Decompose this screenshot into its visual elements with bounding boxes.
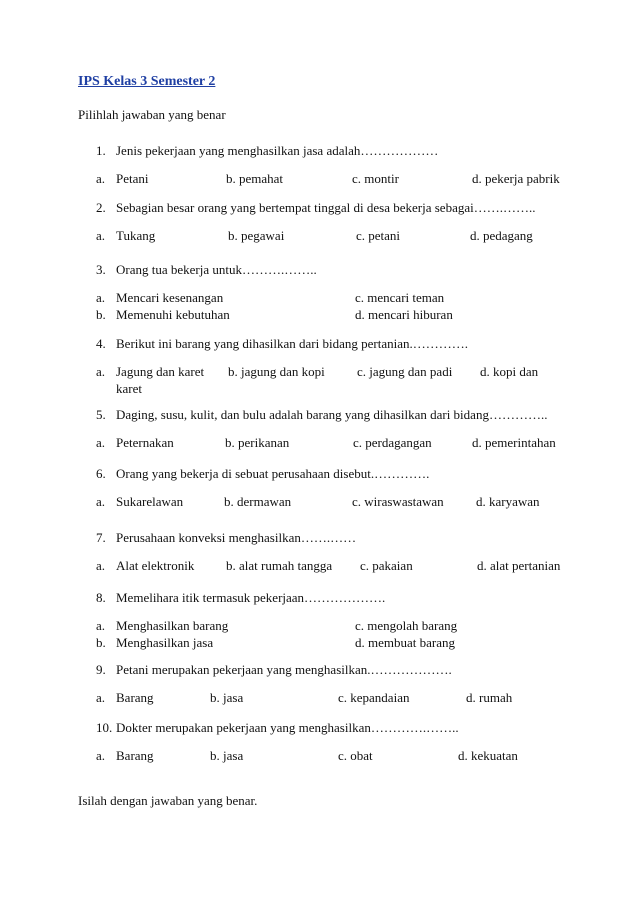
question-number: 6. [96, 466, 106, 481]
option-text: Barang [116, 748, 154, 763]
option-letter: a. [96, 435, 106, 450]
question-text: Perusahaan konveksi menghasilkan…….…… [116, 530, 357, 545]
option-text: Mencari kesenangan [116, 290, 224, 305]
option-text: d. kekuatan [458, 748, 518, 763]
option-text: d. pemerintahan [472, 435, 556, 450]
option-text: c. mengolah barang [355, 618, 458, 633]
question-text: Sebagian besar orang yang bertempat tinggal di desa bekerja sebagai…….…….. [116, 200, 536, 215]
option-text: Alat elektronik [116, 558, 195, 573]
option-text: b. jagung dan kopi [228, 364, 325, 379]
option-letter: a. [96, 690, 106, 705]
instruction-text: Pilihlah jawaban yang benar [78, 107, 226, 122]
option-text: Menghasilkan barang [116, 618, 229, 633]
question-text: Orang tua bekerja untuk……….…….. [116, 262, 317, 277]
option-text: c. pakaian [360, 558, 413, 573]
option-text: d. pedagang [470, 228, 533, 243]
option-text: Petani [116, 171, 149, 186]
option-text: Tukang [116, 228, 156, 243]
question-number: 2. [96, 200, 106, 215]
option-text: d. karyawan [476, 494, 540, 509]
question-text: Jenis pekerjaan yang menghasilkan jasa adalah……………… [116, 143, 439, 158]
option-letter: a. [96, 558, 106, 573]
question-text: Orang yang bekerja di sebuat perusahaan disebut.…………. [116, 466, 430, 481]
option-letter: a. [96, 494, 106, 509]
option-text: d. mencari hiburan [355, 307, 453, 322]
option-text: Barang [116, 690, 154, 705]
option-text: Sukarelawan [116, 494, 184, 509]
question-number: 10. [96, 720, 113, 735]
option-text: c. kepandaian [338, 690, 410, 705]
option-text: Memenuhi kebutuhan [116, 307, 230, 322]
option-text: b. dermawan [224, 494, 292, 509]
option-text: c. petani [356, 228, 401, 243]
option-text: Menghasilkan jasa [116, 635, 214, 650]
option-text: b. jasa [210, 748, 244, 763]
option-letter: a. [96, 618, 106, 633]
option-text: Jagung dan karet [116, 364, 205, 379]
option-text: d. kopi dan [480, 364, 539, 379]
option-text: c. wiraswastawan [352, 494, 444, 509]
option-letter: b. [96, 635, 106, 650]
essay-instruction: Isilah dengan jawaban yang benar. [78, 793, 258, 808]
option-text: c. perdagangan [353, 435, 432, 450]
page-title: IPS Kelas 3 Semester 2 [78, 74, 216, 89]
option-letter: a. [96, 748, 106, 763]
option-text: b. pemahat [226, 171, 284, 186]
question-number: 8. [96, 590, 106, 605]
question-text: Memelihara itik termasuk pekerjaan………………. [116, 590, 386, 605]
question-number: 9. [96, 662, 106, 677]
option-letter: a. [96, 364, 106, 379]
question-text: Berikut ini barang yang dihasilkan dari bidang pertanian.…………. [116, 336, 468, 351]
option-letter: a. [96, 228, 106, 243]
option-text: d. pekerja pabrik [472, 171, 560, 186]
question-text: Daging, susu, kulit, dan bulu adalah barang yang dihasilkan dari bidang………….. [116, 407, 548, 422]
option-text: Peternakan [116, 435, 174, 450]
option-letter: b. [96, 307, 106, 322]
question-number: 3. [96, 262, 106, 277]
option-text: b. alat rumah tangga [226, 558, 333, 573]
question-text: Petani merupakan pekerjaan yang menghasilkan.………………. [116, 662, 452, 677]
question-number: 1. [96, 143, 106, 158]
option-text: karet [116, 381, 142, 396]
option-letter: a. [96, 290, 106, 305]
question-number: 7. [96, 530, 106, 545]
option-text: b. jasa [210, 690, 244, 705]
option-text: c. mencari teman [355, 290, 445, 305]
question-text: Dokter merupakan pekerjaan yang menghasilkan………….…….. [116, 720, 459, 735]
option-letter: a. [96, 171, 106, 186]
option-text: b. pegawai [228, 228, 285, 243]
question-number: 5. [96, 407, 106, 422]
option-text: d. rumah [466, 690, 513, 705]
option-text: c. obat [338, 748, 373, 763]
option-text: d. alat pertanian [477, 558, 561, 573]
option-text: b. perikanan [225, 435, 290, 450]
option-text: c. montir [352, 171, 399, 186]
option-text: d. membuat barang [355, 635, 455, 650]
question-number: 4. [96, 336, 106, 351]
option-text: c. jagung dan padi [357, 364, 453, 379]
